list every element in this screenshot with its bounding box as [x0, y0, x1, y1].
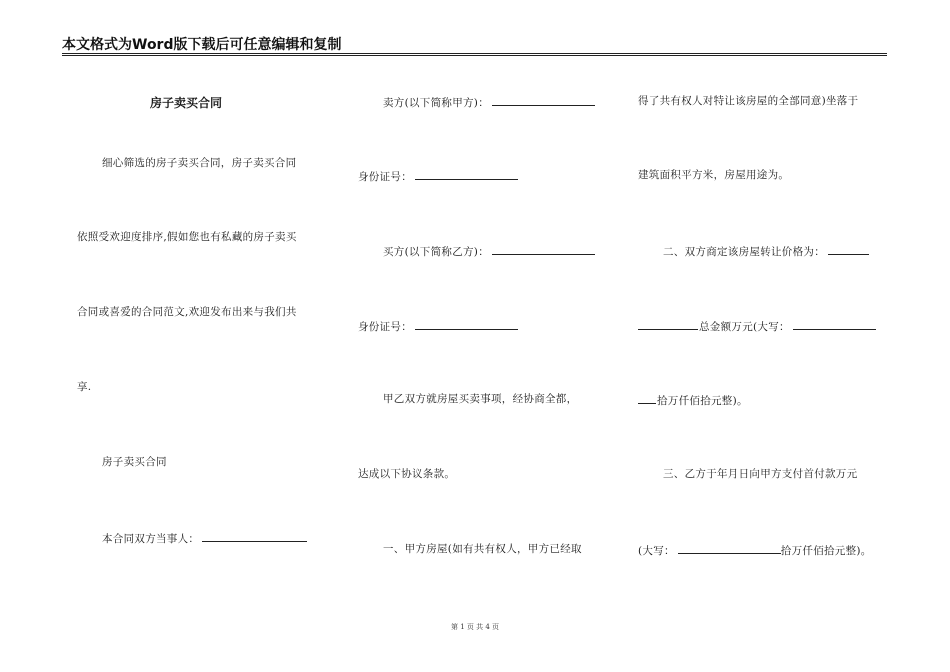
- section-heading: 房子卖买合同: [102, 456, 167, 468]
- buyer-label: 买方(以下简称乙方)：: [383, 246, 489, 258]
- page-number: 第 1 页 共 4 页: [450, 623, 500, 631]
- header-rule: [62, 53, 887, 54]
- parties-label: 本合同双方当事人：: [102, 533, 200, 545]
- fill-in-blank: [793, 318, 876, 330]
- capital-label: (大写：: [638, 545, 675, 557]
- fill-in-blank: [638, 318, 698, 330]
- fill-in-blank: [492, 243, 595, 255]
- fill-in-blank: [415, 168, 518, 180]
- total-label: 总金额万元(大写：: [699, 321, 790, 333]
- seller-id-line: [358, 168, 518, 184]
- down-payment-line: [638, 542, 872, 558]
- buyer-line: [383, 243, 595, 259]
- document-header: 本文格式为Word版下载后可任意编辑和复制: [62, 37, 342, 53]
- paragraph-line: 甲乙双方就房屋买卖事项，经协商全都，: [383, 393, 578, 405]
- buyer-id-line: [358, 318, 518, 334]
- paragraph-line: 依照受欢迎度排序,假如您也有私藏的房子卖买: [77, 231, 297, 243]
- paragraph-line: 达成以下协议条款。: [358, 468, 456, 480]
- total-line: [638, 318, 876, 334]
- fill-in-blank: [415, 318, 518, 330]
- amount-line: [638, 392, 748, 408]
- paragraph-line: 细心筛选的房子卖买合同，房子卖买合同: [102, 157, 297, 169]
- fill-in-blank: [638, 392, 656, 404]
- paragraph-line: 得了共有权人对特让该房屋的全部同意)坐落于: [638, 95, 859, 107]
- price-line: [663, 243, 869, 259]
- fill-in-blank: [202, 530, 307, 542]
- clause-heading: 二、双方商定该房屋转让价格为：: [663, 246, 825, 258]
- id-label: 身份证号：: [358, 171, 412, 183]
- seller-label: 卖方(以下简称甲方)：: [383, 97, 489, 109]
- clause-heading: 一、甲方房屋(如有共有权人，甲方已经取: [383, 543, 582, 555]
- fill-in-blank: [828, 243, 869, 255]
- id-label: 身份证号：: [358, 321, 412, 333]
- seller-line: [383, 94, 595, 110]
- document-title: 房子卖买合同: [150, 96, 223, 110]
- paragraph-line: 建筑面积平方米，房屋用途为。: [638, 169, 790, 181]
- paragraph-line: 合同或喜爱的合同范文,欢迎发布出来与我们共: [77, 306, 297, 318]
- header-rule-double: [62, 55, 887, 56]
- fill-in-blank: [678, 542, 781, 554]
- amount-text: 拾万仟佰拾元整)。: [780, 545, 872, 557]
- parties-line: [102, 530, 307, 546]
- fill-in-blank: [492, 94, 595, 106]
- amount-text: 拾万仟佰拾元整)。: [657, 395, 748, 407]
- paragraph-line: 享.: [77, 381, 92, 393]
- clause-heading: 三、乙方于年月日向甲方支付首付款万元: [663, 468, 858, 480]
